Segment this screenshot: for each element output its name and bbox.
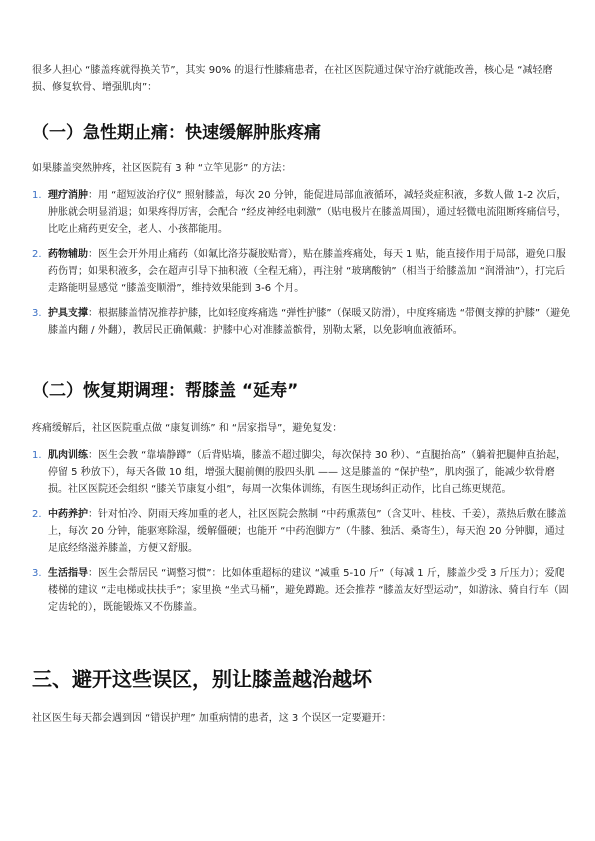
section2-item xyxy=(32,447,572,498)
section2-item xyxy=(32,506,572,557)
list-number: 2. xyxy=(32,249,42,260)
intro-paragraph: 很多人担心 “膝盖疼就得换关节”，其实 90% 的退行性膝痛患者，在社区医院通过保守治疗就能改善，核心是 “减轻磨损、修复软骨、增强肌肉”： xyxy=(32,65,553,93)
item-text: ：用 “超短波治疗仪” 照射膝盖，每次 20 分钟，能促进局部血液循环，减轻炎症积液，多数人做 1-2 次后，肿胀就会明显消退；如果疼得厉害，会配合 “经皮神经电刺激”（贴电极片在膝盖周围），通过轻微电流阻断疼痛信号，比吃止痛药更安全，老人、小孩都能用。 xyxy=(48,190,567,235)
section1-list xyxy=(32,187,572,339)
section1-item xyxy=(32,305,572,339)
item-title: 肌肉训练 xyxy=(48,450,88,461)
section3-lead: 社区医生每天都会遇到因 “错误护理” 加重病情的患者，这 3 个误区一定要避开： xyxy=(32,713,392,724)
section1-item xyxy=(32,187,572,238)
section1-heading: （一）急性期止痛：快速缓解肿胀疼痛 xyxy=(32,123,321,143)
item-title: 生活指导 xyxy=(48,568,88,579)
item-title: 护具支撑 xyxy=(48,308,88,319)
item-text: ：医生会教 “靠墙静蹲”（后背贴墙，膝盖不超过脚尖，每次保持 30 秒）、“直腿抬高”（躺着把腿伸直抬起，停留 5 秒放下），每天各做 10 组，增强大腿前侧的股四头肌 —— 这是膝盖的 “保护垫”，肌肉强了，能减少软骨磨损。社区医院还会组织 “膝关节康复小组”，每周一次集体训练，有医生现场纠正动作，比自己练更规范。 xyxy=(48,450,566,495)
list-number: 1. xyxy=(32,450,42,461)
section2-lead: 疼痛缓解后，社区医院重点做 “康复训练” 和 “居家指导”，避免复发： xyxy=(32,423,343,434)
item-title: 理疗消肿 xyxy=(48,190,88,201)
section1-lead: 如果膝盖突然肿疼，社区医院有 3 种 “立竿见影” 的方法： xyxy=(32,163,292,174)
section2-item xyxy=(32,565,572,616)
list-number: 1. xyxy=(32,190,42,201)
item-text: ：医生会帮居民 “调整习惯”：比如体重超标的建议 “减重 5-10 斤”（每减 1 斤，膝盖少受 3 斤压力）；爱爬楼梯的建议 “走电梯或扶扶手”；家里换 “坐式马桶”，避免蹲跪。还会推荐 “膝盖友好型运动”，如游泳、骑自行车（固定齿轮的），既能锻炼又不伤膝盖。 xyxy=(48,568,569,613)
item-title: 药物辅助 xyxy=(48,249,88,260)
item-text: ：根据膝盖情况推荐护膝，比如轻度疼痛选 “弹性护膝”（保暖又防滑），中度疼痛选 “带侧支撑的护膝”（避免膝盖内翻 / 外翻），教居民正确佩戴：护膝中心对准膝盖髌骨，别勒太紧，以免影响血液循环。 xyxy=(48,308,571,336)
section1-item xyxy=(32,246,572,297)
item-title: 中药养护 xyxy=(48,509,88,520)
item-text: ：医生会开外用止痛药（如氟比洛芬凝胶贴膏），贴在膝盖疼痛处，每天 1 贴，能直接作用于局部，避免口服药伤胃；如果积液多，会在超声引导下抽积液（全程无痛），再注射 “玻璃酸钠”（相当于给膝盖加 “润滑油”），打完后走路能明显感觉 “膝盖变顺滑”，维持效果能到 3-6 个月。 xyxy=(48,249,566,294)
section2-heading: （二）恢复期调理：帮膝盖 “延寿” xyxy=(32,381,299,401)
list-number: 2. xyxy=(32,509,42,520)
section3-heading: 三、避开这些误区，别让膝盖越治越坏 xyxy=(32,667,372,691)
list-number: 3. xyxy=(32,308,42,319)
item-text: ：针对怕冷、阴雨天疼加重的老人，社区医院会熬制 “中药熏蒸包”（含艾叶、桂枝、千姜），蒸热后敷在膝盖上，每次 20 分钟，能驱寒除湿，缓解僵硬；也能开 “中药泡脚方”（牛膝、独活、桑寄生），每天泡 20 分钟脚，通过足底经络滋养膝盖，方便又舒服。 xyxy=(48,509,567,554)
list-number: 3. xyxy=(32,568,42,579)
section2-list xyxy=(32,447,572,616)
